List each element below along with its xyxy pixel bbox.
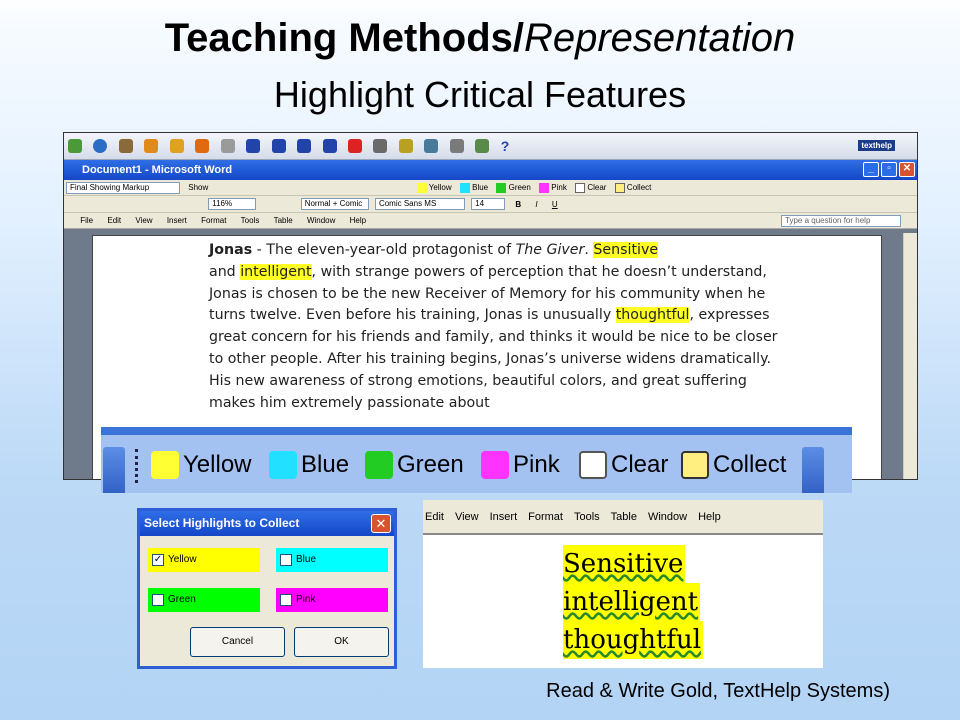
collect-swatch-icon [681, 451, 709, 479]
body-text-1: - The eleven-year-old protagonist of [252, 242, 516, 258]
texthelp-toolbar [64, 133, 918, 160]
green-highlight-button[interactable] [365, 449, 464, 481]
green-button-label: Green [397, 451, 464, 478]
pink-highlight-small[interactable] [539, 183, 567, 192]
menu-format[interactable]: Format [201, 216, 227, 225]
pink-highlight-button[interactable] [481, 449, 560, 481]
markup-select[interactable]: Final Showing Markup [66, 182, 180, 194]
yellow-label: Yellow [428, 183, 452, 192]
blue-checkbox[interactable] [280, 554, 292, 566]
menu-insert[interactable]: Insert [166, 216, 187, 225]
slide-subtitle: Highlight Critical Features [273, 74, 687, 115]
yellow-button-label: Yellow [183, 451, 252, 478]
clear-button-label: Clear [611, 451, 669, 478]
option-green-label: Green [168, 594, 196, 605]
blue-label: Blue [472, 183, 489, 192]
blue-swatch-icon [269, 451, 297, 479]
option-yellow-label: Yellow [168, 554, 197, 565]
word-menubar [64, 213, 918, 229]
dialog-title: Select Highlights to Collect [140, 511, 394, 536]
menu-view[interactable]: View [135, 216, 153, 225]
rewind-icon[interactable] [246, 139, 260, 153]
option-pink[interactable] [276, 588, 388, 612]
forward-icon[interactable] [323, 139, 337, 153]
title-italic: Representation [523, 16, 796, 60]
tools-icon[interactable] [450, 139, 464, 153]
collect-highlight-small[interactable] [615, 183, 652, 192]
toolbar-grip[interactable] [135, 449, 140, 483]
underline-button[interactable]: U [551, 200, 558, 209]
italic-button[interactable]: I [535, 200, 538, 209]
formatting-toolbar [64, 196, 918, 213]
document-body [209, 240, 784, 414]
help-icon[interactable]: ? [500, 138, 510, 154]
cancel-button[interactable]: Cancel [190, 627, 285, 657]
toolbar-options-handle[interactable] [802, 447, 824, 493]
reviewing-toolbar [64, 180, 918, 196]
menu-edit[interactable]: Edit [107, 216, 122, 225]
yellow-swatch-icon [151, 451, 179, 479]
calculator-icon[interactable] [221, 139, 235, 153]
settings-icon[interactable] [475, 139, 489, 153]
show-menu[interactable]: Show [188, 183, 209, 192]
speak-icon[interactable] [93, 139, 107, 153]
blue-button-label: Blue [301, 451, 350, 478]
option-pink-label: Pink [296, 594, 316, 605]
zoomed-highlight-toolbar [101, 427, 852, 493]
character-name: Jonas [209, 242, 253, 258]
collect-highlight-button[interactable] [681, 449, 786, 481]
menu-table[interactable]: Table [273, 216, 293, 225]
minimize-button[interactable]: _ [863, 162, 879, 177]
collect-label: Collect [626, 183, 652, 192]
pause-icon[interactable] [297, 139, 311, 153]
pink-swatch-icon [481, 451, 509, 479]
body-text-5: , expresses great concern for his friends and family, and thinks it would be nice to be closer to other people. After his training begins, Jonas’s universe widens dramatically. His new awareness of strong emotions, beautiful colors, and great suffering makes him extremely passionate about [209, 307, 778, 411]
clear-swatch-icon [579, 451, 607, 479]
sounds-like-icon[interactable] [170, 139, 184, 153]
dictionary-icon[interactable] [119, 139, 133, 153]
webpage-icon[interactable] [399, 139, 413, 153]
result-menu-format[interactable]: Format [528, 511, 563, 523]
highlight-thoughtful: thoughtful [615, 307, 690, 324]
search-icon[interactable] [424, 139, 438, 153]
highlight-sensitive: Sensitive [593, 242, 659, 258]
homophone-icon[interactable] [144, 139, 158, 153]
collected-word: intelligent [563, 583, 700, 621]
help-search-input[interactable]: Type a question for help [781, 215, 901, 227]
clear-label: Clear [587, 183, 607, 192]
vertical-scrollbar[interactable] [903, 233, 917, 480]
menu-tools[interactable]: Tools [240, 216, 260, 225]
word-titlebar [64, 160, 918, 180]
menu-window[interactable]: Window [306, 216, 336, 225]
play-icon[interactable] [272, 139, 286, 153]
close-button[interactable]: ✕ [899, 162, 915, 177]
pink-label: Pink [551, 183, 567, 192]
book-title: The Giver [515, 242, 585, 258]
pink-button-label: Pink [513, 451, 560, 478]
option-blue[interactable] [276, 548, 388, 572]
style-select[interactable]: Normal + Comic [301, 198, 369, 210]
maximize-button[interactable]: ▫ [881, 162, 897, 177]
collected-word: thoughtful [563, 621, 703, 659]
blue-highlight-button[interactable] [269, 449, 349, 481]
pink-checkbox[interactable] [280, 594, 292, 606]
body-text-2: . [584, 242, 594, 258]
highlight-intelligent: intelligent [240, 263, 312, 280]
clear-highlight-button[interactable] [579, 449, 668, 481]
title-bold: Teaching Methods/ [164, 16, 524, 60]
toolbar-left-handle[interactable] [103, 447, 125, 493]
option-yellow[interactable] [148, 548, 260, 572]
green-label: Green [508, 183, 531, 192]
yellow-highlight-small[interactable] [417, 183, 452, 192]
menu-file[interactable]: File [80, 216, 94, 225]
collected-document [423, 500, 823, 668]
yellow-highlight-button[interactable] [151, 449, 252, 481]
body-text-3: and [209, 263, 241, 280]
collected-word: Sensitive [563, 545, 685, 583]
zoom-select[interactable]: 116% [208, 198, 256, 210]
font-select[interactable]: Comic Sans MS [375, 198, 465, 210]
blue-highlight-small[interactable] [460, 183, 488, 192]
yellow-checkbox[interactable]: ✓ [153, 554, 163, 565]
collect-highlights-dialog [137, 508, 397, 669]
screenshot-reader-icon[interactable] [373, 139, 387, 153]
option-green[interactable] [148, 588, 260, 612]
dialog-close-button[interactable]: ✕ [371, 514, 391, 533]
result-menu-table[interactable]: Table [610, 511, 637, 523]
green-highlight-small[interactable] [496, 183, 530, 192]
confusable-icon[interactable] [195, 139, 209, 153]
collect-button-label: Collect [713, 451, 787, 478]
stop-icon[interactable] [348, 139, 362, 153]
bold-button[interactable]: B [515, 200, 522, 209]
result-menu-window[interactable]: Window [647, 511, 688, 523]
green-checkbox[interactable] [152, 594, 164, 606]
result-menu-help[interactable]: Help [698, 511, 721, 523]
texthelp-badge: texthelp [858, 140, 895, 151]
body-text-4: , with strange powers of perception that he doesn’t understand, Jonas is chosen to be the new Receiver of Memory for his community when he turns twelve. Even before his training, Jonas is unusually [209, 263, 767, 324]
slide-title [0, 16, 960, 61]
word-window-title: Document1 - Microsoft Word [82, 164, 233, 176]
result-menubar [423, 500, 823, 535]
clear-highlight-small[interactable] [575, 183, 606, 192]
green-swatch-icon [365, 451, 393, 479]
ok-button[interactable]: OK [294, 627, 389, 657]
size-select[interactable]: 14 [471, 198, 505, 210]
result-menu-tools[interactable]: Tools [573, 511, 600, 523]
slide-credit: Read & Write Gold, TextHelp Systems) [546, 680, 890, 702]
spell-check-icon[interactable] [68, 139, 82, 153]
menu-help[interactable]: Help [349, 216, 367, 225]
result-menu-view[interactable]: View [454, 511, 479, 523]
result-menu-insert[interactable]: Insert [489, 511, 518, 523]
collected-words [563, 545, 703, 659]
result-menu-edit[interactable]: Edit [425, 511, 444, 523]
option-blue-label: Blue [296, 554, 317, 565]
